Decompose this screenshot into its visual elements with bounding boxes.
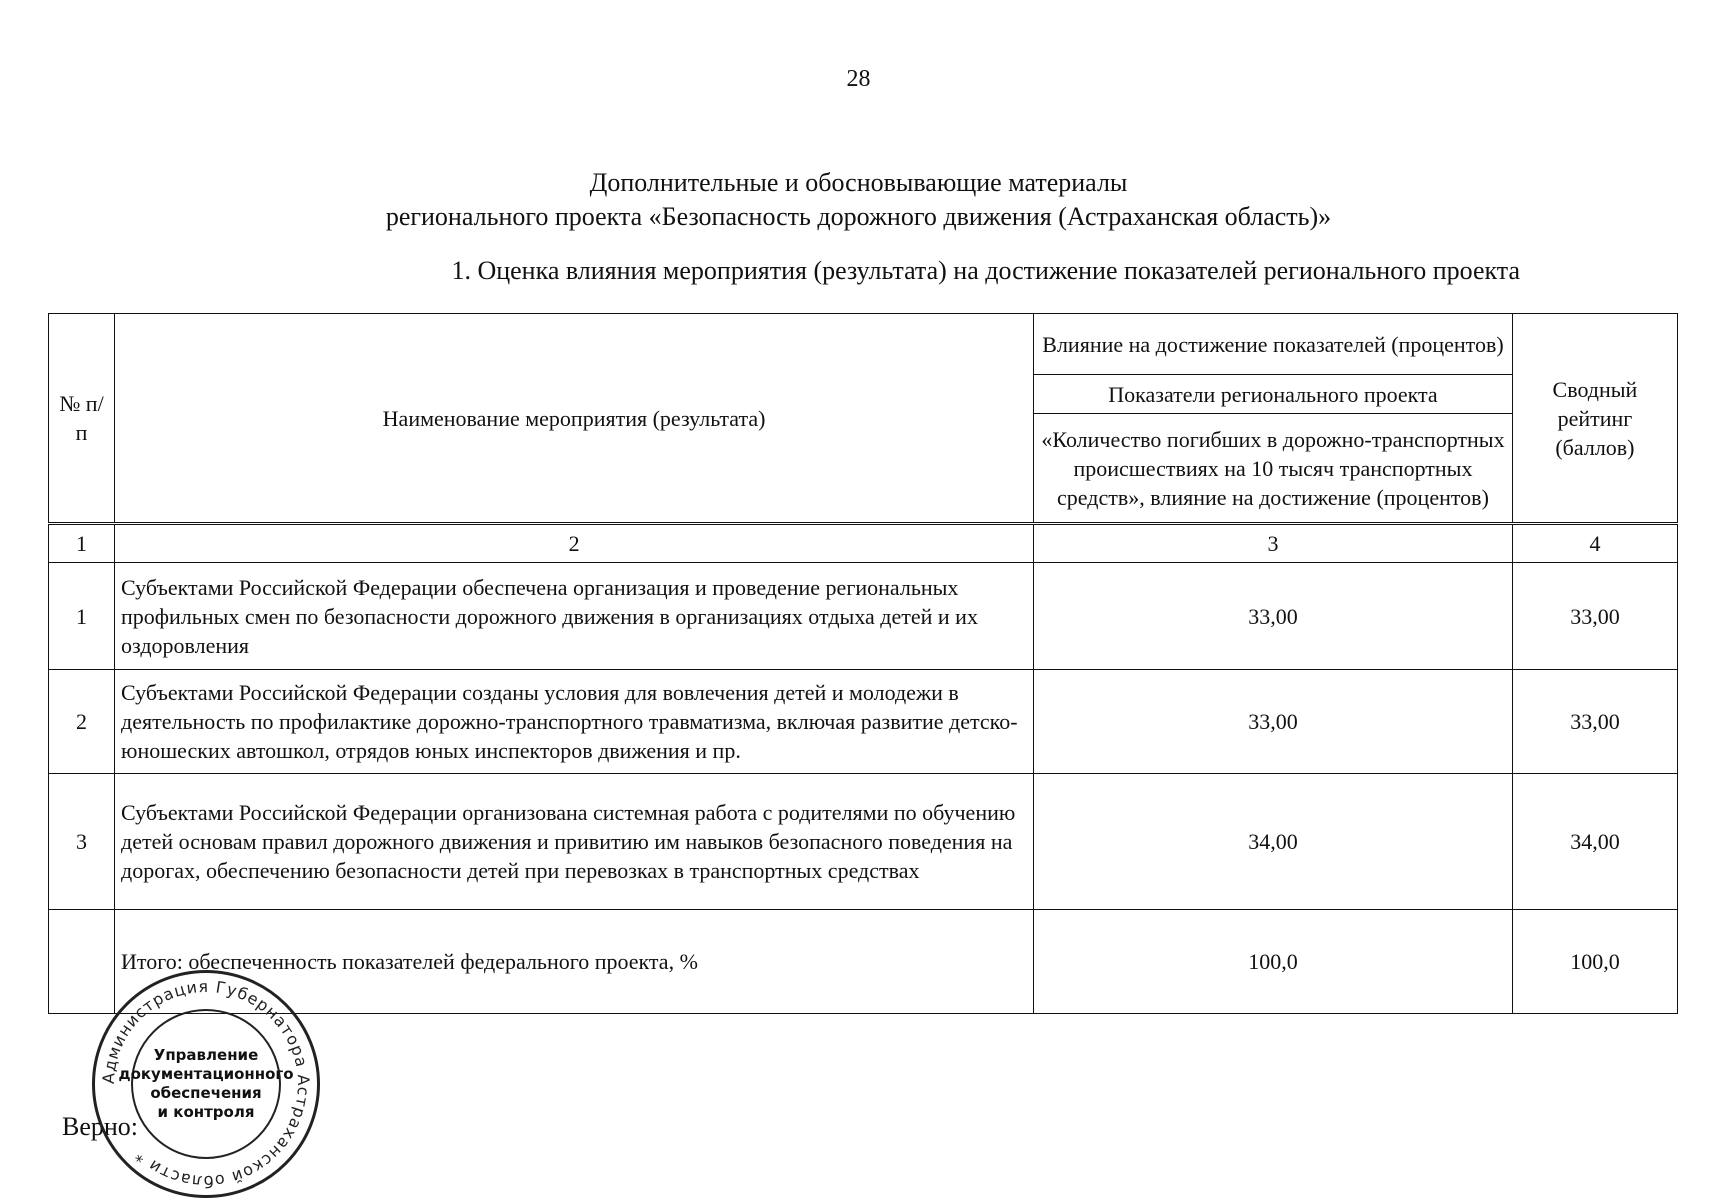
evaluation-table	[48, 313, 1678, 1014]
table-row	[49, 563, 1678, 670]
header-influence: Влияние на достижение показателей (процентов)	[1034, 314, 1513, 375]
column-number-1: 1	[49, 524, 115, 563]
column-number-4: 4	[1512, 524, 1677, 563]
stamp-line: Управление	[153, 1046, 259, 1064]
page-number: 28	[846, 66, 871, 92]
row-rating: 34,00	[1512, 774, 1677, 910]
stamp-line: и контроля	[157, 1103, 255, 1121]
total-influence: 100,0	[1034, 910, 1513, 1014]
row-name: Субъектами Российской Федерации обеспечена организация и проведение региональных профильных смен по безопасности дорожного движения в организациях отдыха детей и их оздоровления	[115, 563, 1034, 670]
header-indicators: Показатели регионального проекта	[1034, 375, 1513, 414]
row-num: 1	[49, 563, 115, 670]
document-heading-line-1: Дополнительные и обосновывающие материалы	[589, 168, 1128, 197]
column-number-3: 3	[1034, 524, 1513, 563]
row-name: Субъектами Российской Федерации организована системная работа с родителями по обучению детей основам правил дорожного движения и привитию им навыков безопасного поведения на дорогах, обеспечению безопасности детей при перевозках в транспортных средствах	[115, 774, 1034, 910]
row-name: Субъектами Российской Федерации созданы условия для вовлечения детей и молодежи в деятельность по профилактике дорожно-транспортного травматизма, включая развитие детско-юношеских автошкол, отрядов юных инспекторов движения и пр.	[115, 670, 1034, 774]
header-name: Наименование мероприятия (результата)	[115, 314, 1034, 524]
stamp-line: обеспечения	[150, 1084, 262, 1102]
official-stamp	[92, 970, 320, 1198]
row-num: 3	[49, 774, 115, 910]
table-row	[49, 774, 1678, 910]
document-heading-line-2: регионального проекта «Безопасность дорожного движения (Астраханская область)»	[385, 202, 1332, 231]
row-influence: 34,00	[1034, 774, 1513, 910]
table-header-row	[49, 314, 1678, 375]
row-rating: 33,00	[1512, 563, 1677, 670]
stamp-ring-text: Администрация Губернатора Астраханской области *	[98, 976, 314, 1192]
row-influence: 33,00	[1034, 563, 1513, 670]
total-rating: 100,0	[1512, 910, 1677, 1014]
row-num: 2	[49, 670, 115, 774]
row-rating: 33,00	[1512, 670, 1677, 774]
header-indicator-name: «Количество погибших в дорожно-транспортных происшествиях на 10 тысяч транспортных средств», влияние на достижение (процентов)	[1034, 414, 1513, 524]
column-number-row	[49, 524, 1678, 563]
table-row	[49, 670, 1678, 774]
column-number-2: 2	[115, 524, 1034, 563]
header-num: № п/п	[49, 314, 115, 524]
stamp-line: документационного	[118, 1065, 294, 1083]
total-name: Итого: обеспеченность показателей федерального проекта, %	[115, 910, 1034, 1014]
header-rating: Сводный рейтинг (баллов)	[1512, 314, 1677, 524]
section-title: 1. Оценка влияния мероприятия (результата) на достижение показателей регионального проекта	[451, 256, 1520, 285]
row-influence: 33,00	[1034, 670, 1513, 774]
verified-label: Верно:	[62, 1112, 139, 1141]
